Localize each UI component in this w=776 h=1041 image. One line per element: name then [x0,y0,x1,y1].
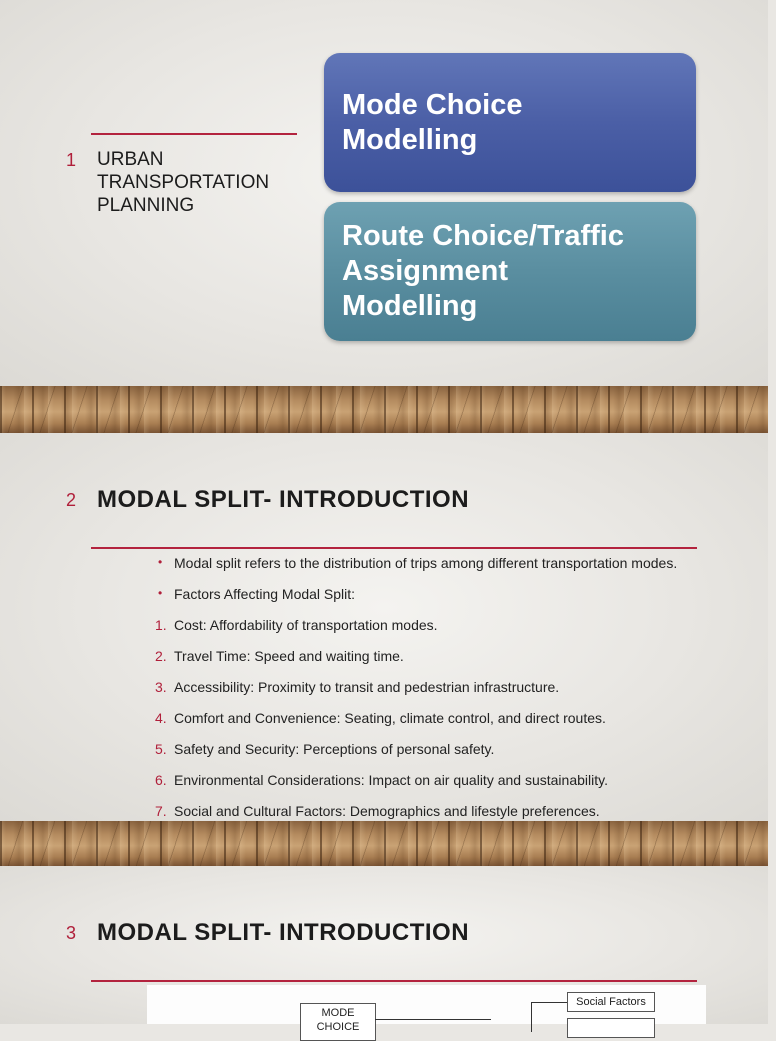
title-line: URBAN [97,149,164,170]
slide-number: 3 [66,923,77,943]
list-item [155,648,755,679]
mode-choice-box [324,53,696,192]
content-list [155,555,755,834]
connector-line [375,1019,491,1020]
bullet-marker: • [158,555,163,569]
list-item-text: Accessibility: Proximity to transit and pedestrian infrastructure. [174,679,560,695]
slide-title: MODAL SPLIT- INTRODUCTION [97,486,470,513]
slide-title: MODAL SPLIT- INTRODUCTION [97,919,470,946]
slide-3 [0,866,768,1033]
factor-node [567,1018,655,1038]
list-item-text: Environmental Considerations: Impact on air quality and sustainability. [174,772,608,788]
social-factors-node: Social Factors [567,992,655,1012]
title-rule [91,980,697,982]
list-item-text: Modal split refers to the distribution of trips among different transportation modes. [174,555,678,571]
list-item-text: Cost: Affordability of transportation modes. [174,617,438,633]
number-marker: 7. [155,803,167,819]
list-item [155,772,755,803]
number-marker: 5. [155,741,167,757]
node-label: CHOICE [316,1021,360,1033]
list-item-text: Travel Time: Speed and waiting time. [174,648,404,664]
wood-floor-divider [0,821,768,866]
box-line: Modelling [342,123,478,156]
list-item [155,710,755,741]
title-line: PLANNING [97,195,195,216]
list-item-text: Social and Cultural Factors: Demographics and lifestyle preferences. [174,803,600,819]
number-marker: 4. [155,710,167,726]
list-item [155,741,755,772]
slide-title [97,148,297,217]
list-item-text: Comfort and Convenience: Seating, climate control, and direct routes. [174,710,606,726]
box-line: Modelling [342,290,478,322]
node-label: MODE [321,1007,355,1019]
box-line: Route Choice/Traffic [342,220,624,252]
slide-2 [0,433,768,821]
list-item [155,617,755,648]
list-item-text: Factors Affecting Modal Split: [174,586,356,602]
slide-number: 1 [66,150,77,170]
box-line: Mode Choice [342,88,523,121]
slide-number: 2 [66,490,77,510]
title-line: TRANSPORTATION [97,172,270,193]
connector-line [531,1002,532,1032]
bullet-marker: • [158,586,163,600]
wood-floor-divider [0,386,768,433]
list-item [155,679,755,710]
slide-1 [0,0,768,386]
title-rule [91,133,297,135]
list-item-text: Safety and Security: Perceptions of personal safety. [174,741,495,757]
list-item [155,555,755,586]
number-marker: 3. [155,679,167,695]
box-line: Assignment [342,255,508,287]
route-choice-box [324,202,696,341]
connector-line [531,1002,567,1003]
mode-choice-diagram [147,985,706,1033]
number-marker: 2. [155,648,167,664]
number-marker: 6. [155,772,167,788]
mode-choice-node [300,1003,376,1041]
title-rule [91,547,697,549]
list-item [155,586,755,617]
number-marker: 1. [155,617,167,633]
